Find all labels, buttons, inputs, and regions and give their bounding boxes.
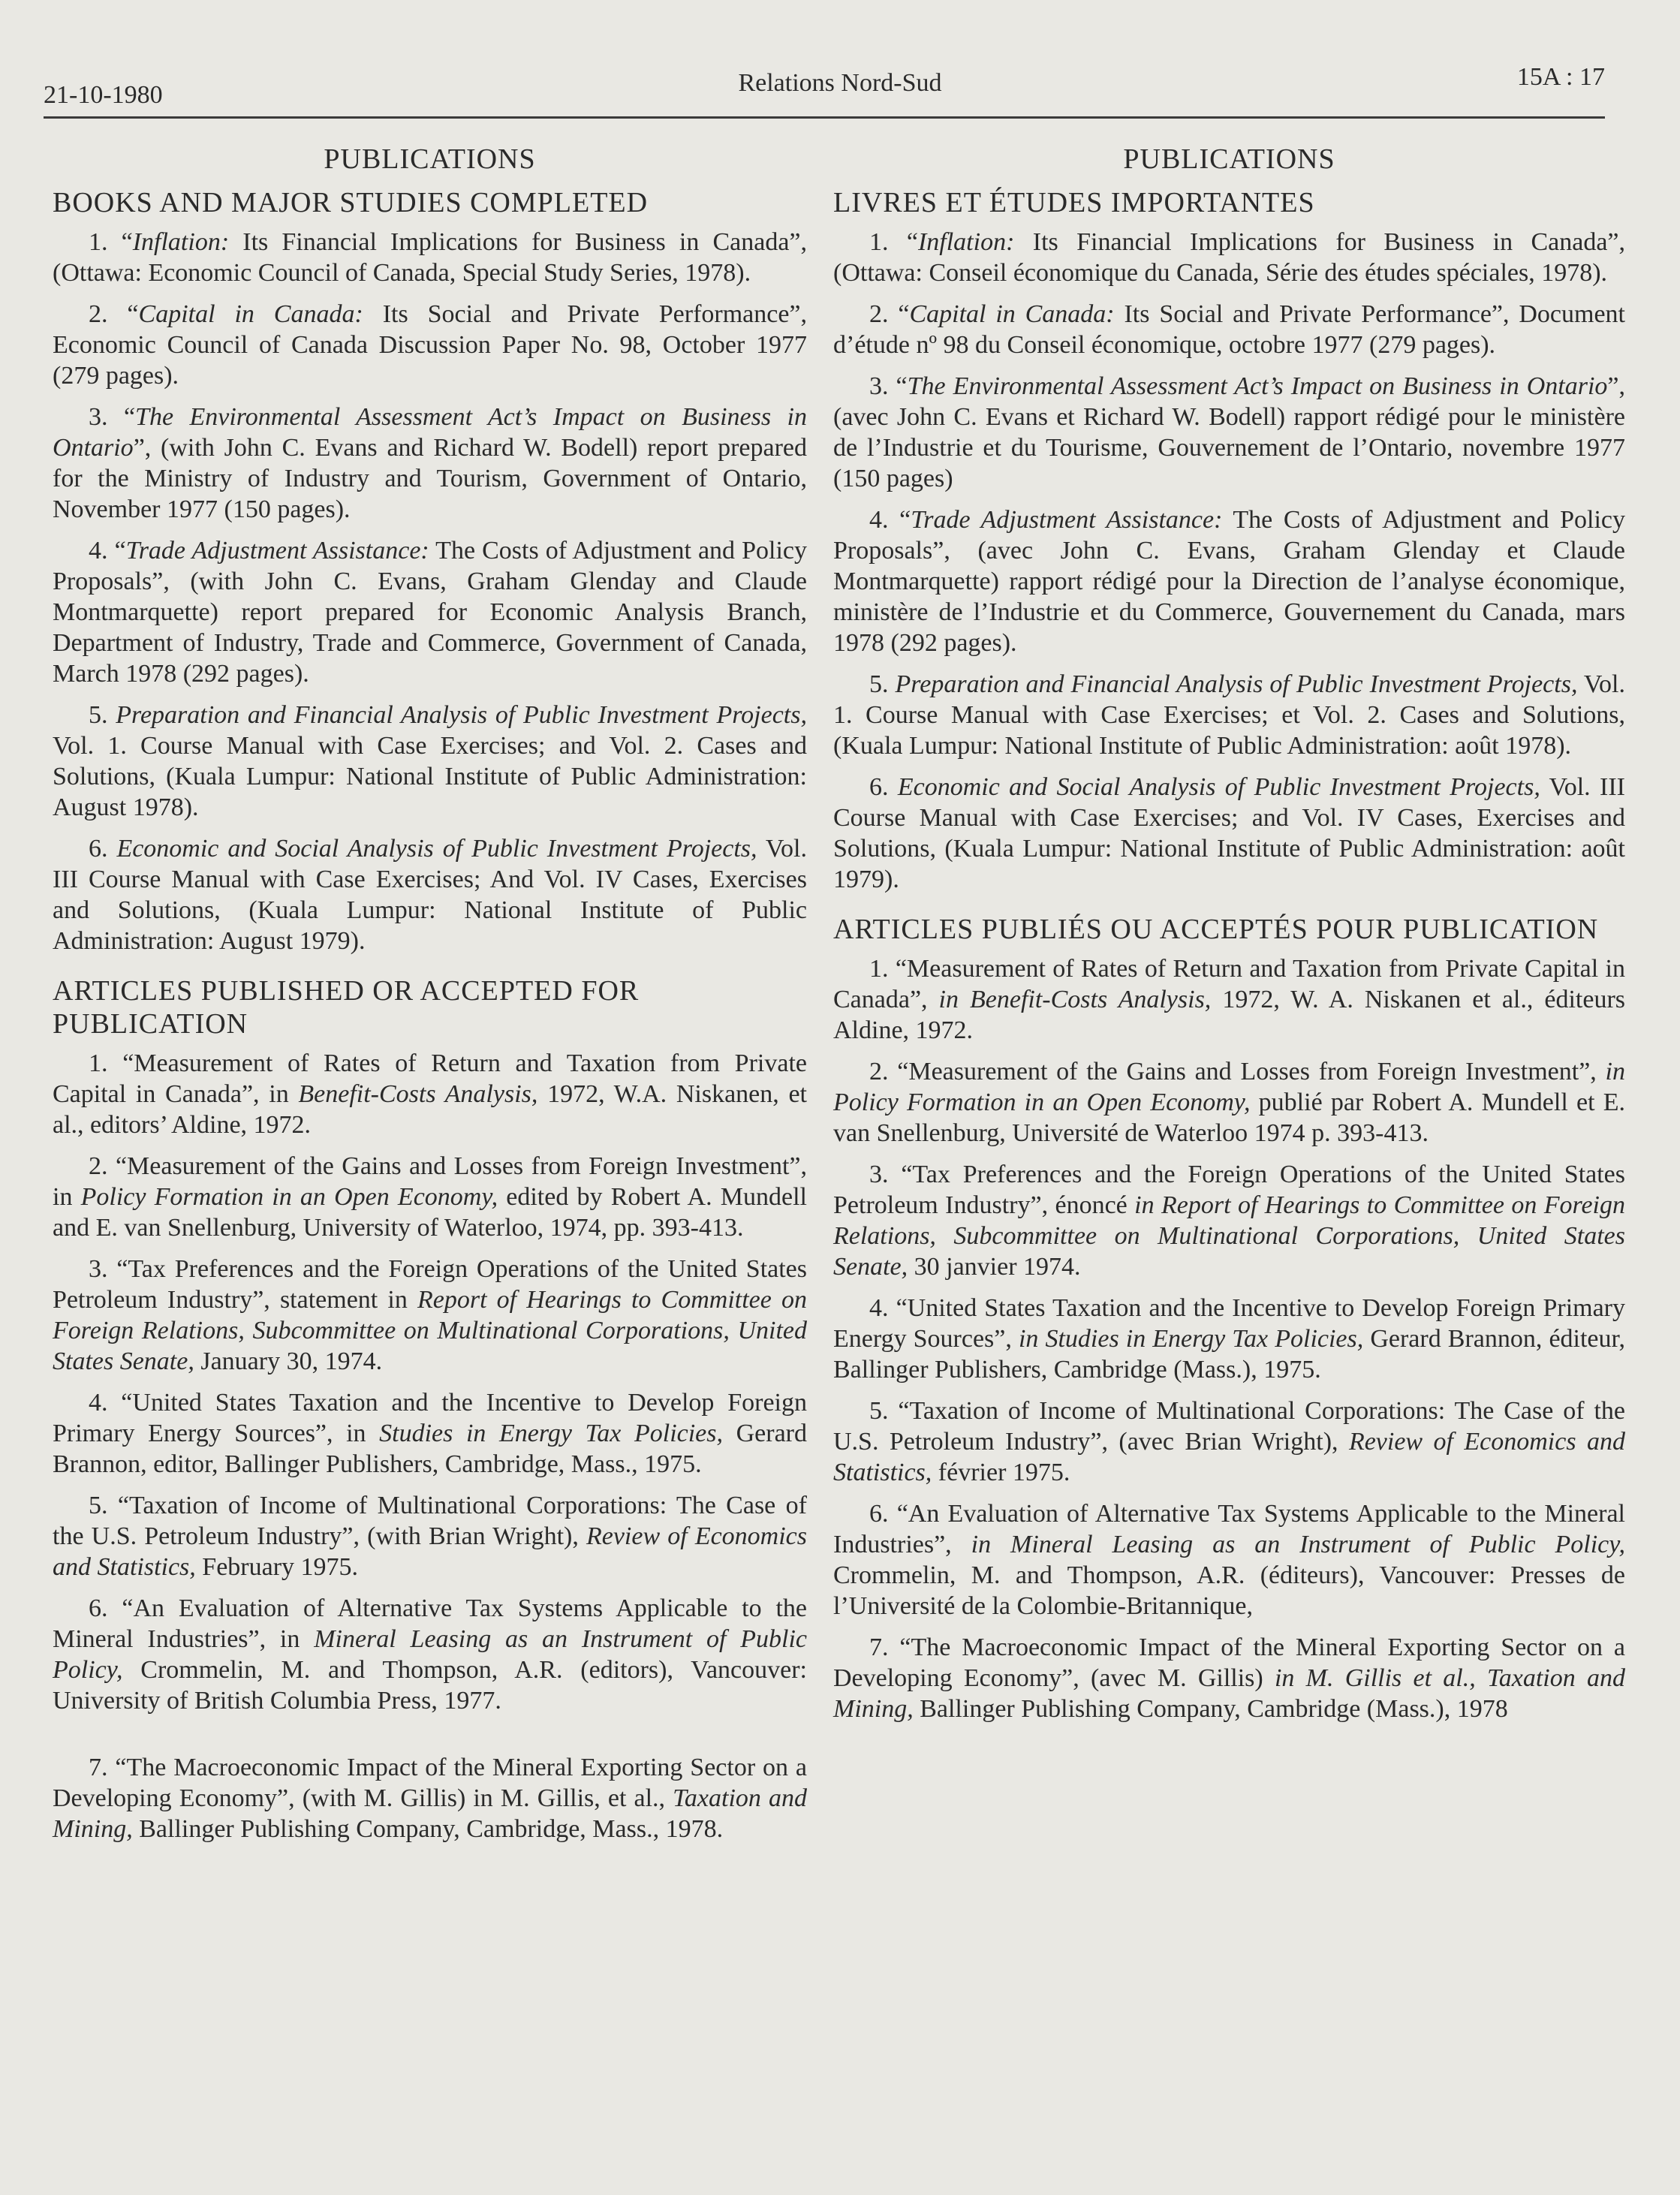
entry-text: publié par Robert A. Mundell et E. van Snellenburg, Université de Waterloo 1974 p. 393-413. xyxy=(833,1088,1625,1147)
entry-italic-title: Review of Economics and Statistics, xyxy=(833,1428,1625,1486)
header-rule xyxy=(44,116,1605,119)
entry-quote: “ xyxy=(906,228,918,256)
entry-italic-title: Capital in Canada: xyxy=(138,300,363,328)
english-article-entry xyxy=(53,1387,807,1480)
entry-italic-title: The Environmental Assessment Act’s Impact on Business in Ontario xyxy=(53,403,808,462)
english-books-heading: BOOKS AND MAJOR STUDIES COMPLETED xyxy=(53,187,649,218)
french-article-entry xyxy=(833,1159,1625,1282)
entry-italic-title: Benefit-Costs Analysis, xyxy=(298,1080,538,1108)
header-date: 21-10-1980 xyxy=(44,81,163,109)
entry-quote: “ xyxy=(121,228,133,256)
french-book-entry xyxy=(833,371,1625,494)
french-article-entry xyxy=(833,1293,1625,1385)
entry-italic-title: Preparation and Financial Analysis of Public Investment Projects, xyxy=(116,701,807,729)
entry-italic-title: Trade Adjustment Assistance: xyxy=(911,506,1223,534)
entry-text: January 30, 1974. xyxy=(194,1347,383,1375)
entry-italic-title: Economic and Social Analysis of Public Investment Projects, xyxy=(116,835,757,863)
entry-text: 1. “Measurement of Rates of Return and Taxation from Private Capital in Canada”, in xyxy=(53,1049,807,1108)
entry-text: February 1975. xyxy=(195,1553,359,1581)
entry-italic-title: in Report of Hearings to Committee on Foreign Relations, Subcommittee on Multinational Corporations, United States Senate, xyxy=(833,1191,1625,1281)
entry-text: Vol. III Course Manual with Case Exercises; And Vol. IV Cases, Exercises and Solutions, (Kuala Lumpur: National Institute of Public Administration: August 1979). xyxy=(53,835,807,955)
entry-text: Crommelin, M. and Thompson, A.R. (éditeurs), Vancouver: Presses de l’Université de la Colombie-Britannique, xyxy=(833,1561,1625,1620)
entry-text: 4. “United States Taxation and the Incentive to Develop Foreign Primary Energy Sources”, xyxy=(833,1294,1625,1353)
entry-italic-title: in Benefit-Costs Analysis, xyxy=(938,986,1212,1013)
entry-text: 5. “Taxation of Income of Multinational Corporations: The Case of the U.S. Petroleum Industry”, (avec Brian Wright), xyxy=(833,1397,1625,1456)
entry-number: 2. xyxy=(869,300,899,328)
english-book-entry xyxy=(53,227,807,288)
english-book-entry xyxy=(53,535,807,689)
entry-text: Vol. 1. Course Manual with Case Exercises; and Vol. 2. Cases and Solutions, (Kuala Lumpur: National Institute of Public Administration: August 1978). xyxy=(53,732,807,821)
english-book-entry xyxy=(53,299,807,391)
entry-text: The Costs of Adjustment and Policy Proposals”, (with John C. Evans, Graham Glenday and Claude Montmarquette) report prepared for Economic Analysis Branch, Department of Industry, Trade and Commerce, Government of Canada, March 1978 (292 pages). xyxy=(53,537,807,688)
english-articles-list xyxy=(53,1048,807,1844)
entry-text: 2. “Measurement of the Gains and Losses from Foreign Investment”, xyxy=(869,1058,1606,1085)
french-article-entry xyxy=(833,1396,1625,1488)
entry-number: 3. xyxy=(869,372,896,400)
french-book-entry xyxy=(833,504,1625,658)
entry-text: ”, (avec John C. Evans et Richard W. Bodell) rapport rédigé pour le ministère de l’Industrie et du Tourisme, Gouvernement de l’Ontario, novembre 1977 (150 pages) xyxy=(833,372,1625,492)
english-column xyxy=(53,143,807,1855)
entry-text: 2. “Measurement of the Gains and Losses from Foreign Investment”, in xyxy=(53,1152,807,1211)
french-articles-heading: ARTICLES PUBLIÉS OU ACCEPTÉS POUR PUBLICATION xyxy=(833,914,1599,945)
entry-italic-title: Economic and Social Analysis of Public Investment Projects, xyxy=(897,773,1540,801)
french-article-entry xyxy=(833,1498,1625,1621)
entry-text: 1972, W. A. Niskanen et al., éditeurs Aldine, 1972. xyxy=(833,986,1625,1044)
english-article-entry xyxy=(53,1752,807,1844)
entry-text: février 1975. xyxy=(932,1459,1070,1486)
entry-italic-title: Preparation and Financial Analysis of Public Investment Projects, xyxy=(895,670,1578,698)
entry-text: 7. “The Macroeconomic Impact of the Mineral Exporting Sector on a Developing Economy”, (avec M. Gillis) xyxy=(833,1633,1625,1692)
english-article-entry xyxy=(53,1593,807,1716)
header-title: Relations Nord-Sud xyxy=(738,69,942,97)
entry-text: The Costs of Adjustment and Policy Proposals”, (avec John C. Evans, Graham Glenday et Claude Montmarquette) rapport rédigé pour la Direction de l’analyse économique, ministère de l’Industrie et du Commerce, Gouvernement du Canada, mars 1978 (292 pages). xyxy=(833,506,1625,657)
entry-italic-title: Review of Economics and Statistics, xyxy=(53,1522,808,1581)
entry-italic-title: Mineral Leasing as an Instrument of Public Policy, xyxy=(53,1625,807,1684)
english-article-entry xyxy=(53,1490,807,1582)
french-books-list xyxy=(833,227,1625,895)
english-book-entry xyxy=(53,402,807,525)
english-article-entry xyxy=(53,1151,807,1243)
entry-text: 5. “Taxation of Income of Multinational Corporations: The Case of the U.S. Petroleum Industry”, (with Brian Wright), xyxy=(53,1492,807,1550)
entry-italic-title: Policy Formation in an Open Economy, xyxy=(80,1183,498,1211)
entry-italic-title: Inflation: xyxy=(917,228,1015,256)
entry-number: 2. xyxy=(89,300,128,328)
english-book-entry xyxy=(53,833,807,956)
entry-text: Vol. III Course Manual with Case Exercises; and Vol. IV Cases, Exercises and Solutions, (Kuala Lumpur: National Institute of Public Administration: août 1979). xyxy=(833,773,1625,893)
entry-text: Its Social and Private Performance”, Economic Council of Canada Discussion Paper No. 98, October 1977 (279 pages). xyxy=(53,300,808,390)
entry-italic-title: in Studies in Energy Tax Policies, xyxy=(1018,1325,1364,1353)
english-articles-heading: ARTICLES PUBLISHED OR ACCEPTED FOR PUBLICATION xyxy=(53,975,640,1040)
entry-quote: “ xyxy=(127,300,139,328)
entry-italic-title: in M. Gillis et al., Taxation and Mining, xyxy=(833,1664,1625,1723)
french-book-entry xyxy=(833,669,1625,761)
entry-italic-title: Capital in Canada: xyxy=(909,300,1115,328)
entry-italic-title: Studies in Energy Tax Policies, xyxy=(379,1420,724,1447)
entry-text: Its Financial Implications for Business in Canada”, (Ottawa: Conseil économique du Canada, Série des études spéciales, 1978). xyxy=(833,228,1626,287)
entry-text: Crommelin, M. and Thompson, A.R. (editors), Vancouver: University of British Columbia Press, 1977. xyxy=(53,1656,807,1715)
entry-text: Ballinger Publishing Company, Cambridge, Mass., 1978. xyxy=(132,1815,724,1843)
french-book-entry xyxy=(833,227,1625,288)
entry-quote: “ xyxy=(899,506,911,534)
entry-text: Ballinger Publishing Company, Cambridge (Mass.), 1978 xyxy=(913,1695,1508,1723)
entry-text: Its Financial Implications for Business in Canada”, (Ottawa: Economic Council of Canada, Special Study Series, 1978). xyxy=(53,228,808,287)
entry-text: Vol. 1. Course Manual with Case Exercises; et Vol. 2. Cases and Solutions, (Kuala Lumpur: National Institute of Public Administration: août 1978). xyxy=(833,670,1625,760)
entry-number: 5. xyxy=(89,701,116,729)
entry-text: 3. “Tax Preferences and the Foreign Operations of the United States Petroleum Industry”, énoncé xyxy=(833,1161,1625,1219)
entry-text: 7. “The Macroeconomic Impact of the Mineral Exporting Sector on a Developing Economy”, (with M. Gillis) in M. Gillis, et al., xyxy=(53,1754,807,1812)
french-book-entry xyxy=(833,299,1625,360)
english-article-entry xyxy=(53,1048,807,1140)
entry-number: 4. xyxy=(89,537,115,565)
entry-number: 6. xyxy=(869,773,898,801)
header-page-number: 15A : 17 xyxy=(1516,63,1605,91)
french-book-entry xyxy=(833,772,1625,895)
english-title: PUBLICATIONS xyxy=(324,143,536,175)
entry-text: edited by Robert A. Mundell and E. van Snellenburg, University of Waterloo, 1974, pp. 393-413. xyxy=(53,1183,807,1242)
french-articles-list xyxy=(833,953,1625,1724)
entry-italic-title: in Policy Formation in an Open Economy, xyxy=(833,1058,1625,1116)
entry-text: 1. “Measurement of Rates of Return and Taxation from Private Capital in Canada”, xyxy=(833,955,1625,1013)
entry-text: 6. “An Evaluation of Alternative Tax Systems Applicable to the Mineral Industries”, in xyxy=(53,1594,807,1653)
entry-italic-title: Trade Adjustment Assistance: xyxy=(125,537,429,565)
entry-italic-title: The Environmental Assessment Act’s Impact on Business in Ontario xyxy=(907,372,1608,400)
english-article-entry xyxy=(53,1254,807,1377)
french-article-entry xyxy=(833,1056,1625,1149)
entry-text: 30 janvier 1974. xyxy=(908,1253,1081,1281)
entry-number: 3. xyxy=(89,403,124,431)
entry-quote: “ xyxy=(896,372,908,400)
entry-italic-title: Taxation and Mining, xyxy=(53,1784,807,1843)
entry-italic-title: Report of Hearings to Committee on Foreign Relations, Subcommittee on Multinational Corporations, United States Senate, xyxy=(53,1286,807,1375)
entry-number: 4. xyxy=(869,506,900,534)
french-article-entry xyxy=(833,953,1625,1046)
french-books-heading: LIVRES ET ÉTUDES IMPORTANTES xyxy=(833,187,1315,218)
entry-text: Gerard Brannon, editor, Ballinger Publishers, Cambridge, Mass., 1975. xyxy=(53,1420,807,1478)
entry-quote: “ xyxy=(123,403,136,431)
entry-quote: “ xyxy=(898,300,910,328)
entry-number: 1. xyxy=(869,228,907,256)
entry-number: 1. xyxy=(89,228,122,256)
entry-text: 3. “Tax Preferences and the Foreign Operations of the United States Petroleum Industry”, statement in xyxy=(53,1255,807,1314)
english-book-entry xyxy=(53,700,807,823)
entry-italic-title: in Mineral Leasing as an Instrument of Public Policy, xyxy=(971,1531,1625,1558)
entry-text: Its Social and Private Performance”, Document d’étude nº 98 du Conseil économique, octobre 1977 (279 pages). xyxy=(833,300,1626,359)
entry-text: 6. “An Evaluation of Alternative Tax Systems Applicable to the Mineral Industries”, xyxy=(833,1500,1625,1558)
english-books-list xyxy=(53,227,807,956)
french-article-entry xyxy=(833,1632,1625,1724)
entry-text: 1972, W.A. Niskanen, et al., editors’ Aldine, 1972. xyxy=(53,1080,807,1139)
french-title: PUBLICATIONS xyxy=(1123,143,1335,175)
entry-quote: “ xyxy=(114,537,126,565)
entry-text: Gerard Brannon, éditeur, Ballinger Publishers, Cambridge (Mass.), 1975. xyxy=(833,1325,1625,1384)
entry-text: 4. “United States Taxation and the Incentive to Develop Foreign Primary Energy Sources”, in xyxy=(53,1389,807,1447)
entry-italic-title: Inflation: xyxy=(132,228,230,256)
entry-text: ”, (with John C. Evans and Richard W. Bodell) report prepared for the Ministry of Industry and Tourism, Government of Ontario, November 1977 (150 pages). xyxy=(53,434,807,523)
french-column xyxy=(833,143,1625,1735)
entry-number: 5. xyxy=(869,670,896,698)
entry-number: 6. xyxy=(89,835,117,863)
